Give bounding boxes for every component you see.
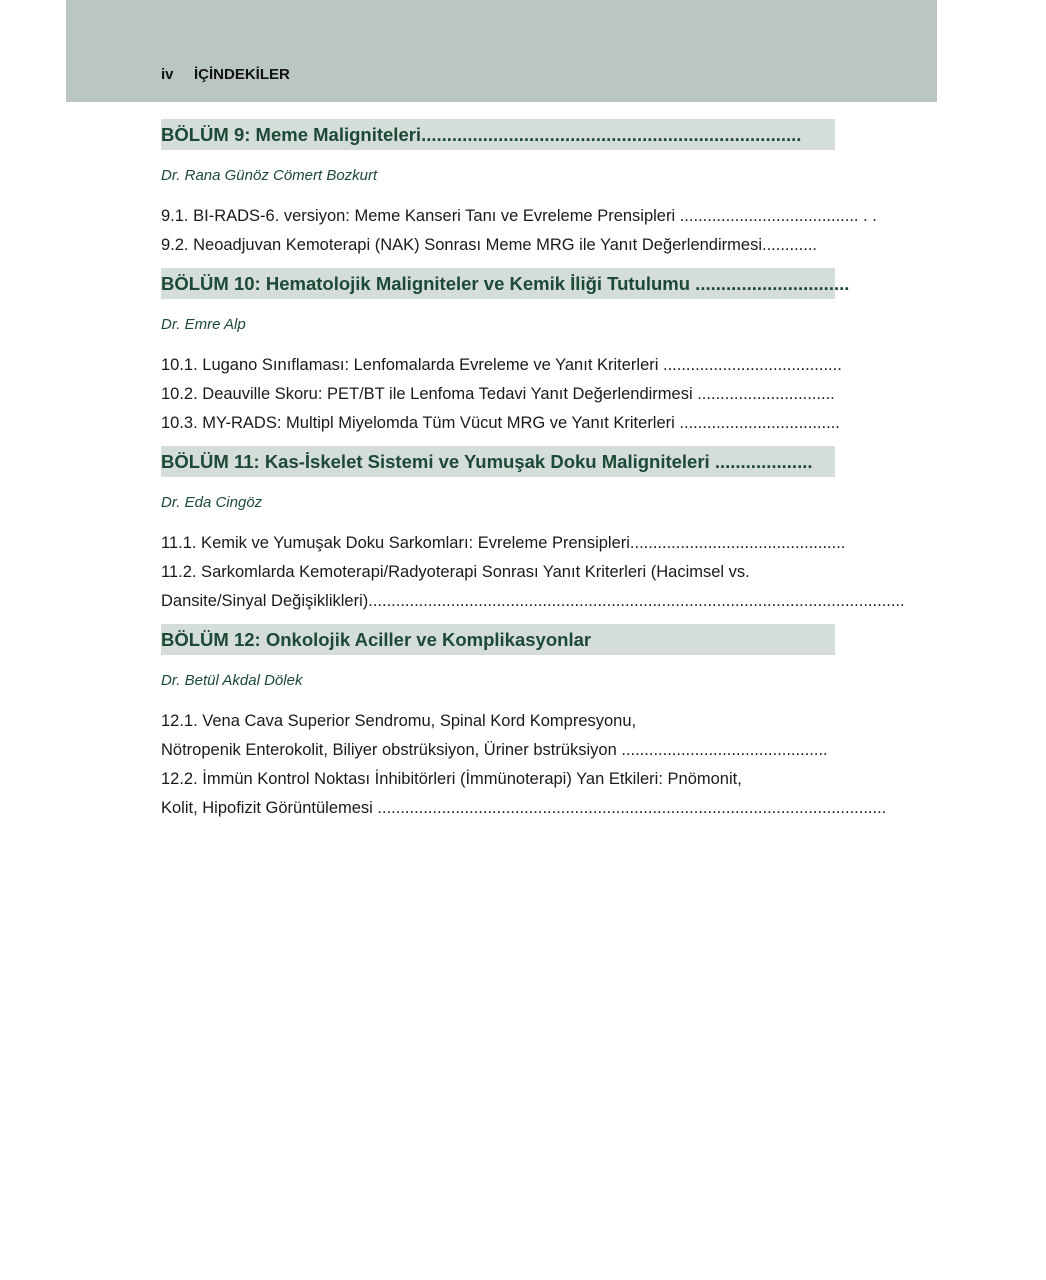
toc-entry[interactable]: 9.1. BI-RADS-6. versiyon: Meme Kanseri Tanı ve Evreleme Prensipleri ....................................... . .	[161, 207, 877, 225]
chapter-9	[161, 119, 877, 260]
entry-list	[161, 202, 877, 260]
chapter-title[interactable]: BÖLÜM 12: Onkolojik Aciller ve Komplikasyonlar	[161, 624, 835, 655]
page-number: iv	[161, 66, 174, 83]
toc-entry[interactable]: Nötropenik Enterokolit, Biliyer obstrüksiyon, Üriner bstrüksiyon .............................................	[161, 741, 828, 759]
table-of-contents	[161, 119, 905, 823]
toc-entry[interactable]: 11.2. Sarkomlarda Kemoterapi/Radyoterapi Sonrası Yanıt Kriterleri (Hacimsel vs.	[161, 563, 750, 581]
toc-entry[interactable]: Kolit, Hipofizit Görüntülemesi ...............................................................................................................	[161, 799, 887, 817]
entry-list	[161, 707, 887, 823]
entry-list	[161, 351, 842, 438]
chapter-title[interactable]: BÖLÜM 11: Kas-İskelet Sistemi ve Yumuşak Doku Maligniteleri ...................	[161, 446, 835, 477]
chapter-author: Dr. Rana Günöz Cömert Bozkurt	[161, 167, 378, 184]
toc-entry[interactable]: 9.2. Neoadjuvan Kemoterapi (NAK) Sonrası Meme MRG ile Yanıt Değerlendirmesi............	[161, 236, 817, 254]
chapter-author: Dr. Eda Cingöz	[161, 494, 263, 511]
chapter-author: Dr. Betül Akdal Dölek	[161, 672, 303, 689]
chapter-11	[161, 446, 905, 616]
toc-entry[interactable]: 11.1. Kemik ve Yumuşak Doku Sarkomları: Evreleme Prensipleri...............................................	[161, 534, 846, 552]
toc-entry[interactable]: 12.1. Vena Cava Superior Sendromu, Spinal Kord Kompresyonu,	[161, 712, 637, 730]
toc-entry[interactable]: Dansite/Sinyal Değişiklikleri).....................................................................................................................	[161, 592, 905, 610]
page-header	[66, 0, 937, 102]
toc-entry[interactable]: 10.2. Deauville Skoru: PET/BT ile Lenfoma Tedavi Yanıt Değerlendirmesi ..............................	[161, 385, 835, 403]
chapter-12	[161, 624, 887, 823]
header-title: İÇİNDEKİLER	[194, 66, 290, 83]
chapter-title[interactable]: BÖLÜM 10: Hematolojik Maligniteler ve Kemik İliği Tutulumu ..............................	[161, 268, 835, 299]
chapter-title[interactable]: BÖLÜM 9: Meme Maligniteleri..........................................................................	[161, 119, 835, 150]
toc-entry[interactable]: 10.1. Lugano Sınıflaması: Lenfomalarda Evreleme ve Yanıt Kriterleri .......................................	[161, 356, 842, 374]
entry-list	[161, 529, 905, 616]
chapter-author: Dr. Emre Alp	[161, 316, 246, 333]
toc-entry[interactable]: 10.3. MY-RADS: Multipl Miyelomda Tüm Vücut MRG ve Yanıt Kriterleri ...................................	[161, 414, 840, 432]
chapter-10	[161, 268, 850, 438]
toc-entry[interactable]: 12.2. İmmün Kontrol Noktası İnhibitörleri (İmmünoterapi) Yan Etkileri: Pnömonit,	[161, 770, 742, 788]
